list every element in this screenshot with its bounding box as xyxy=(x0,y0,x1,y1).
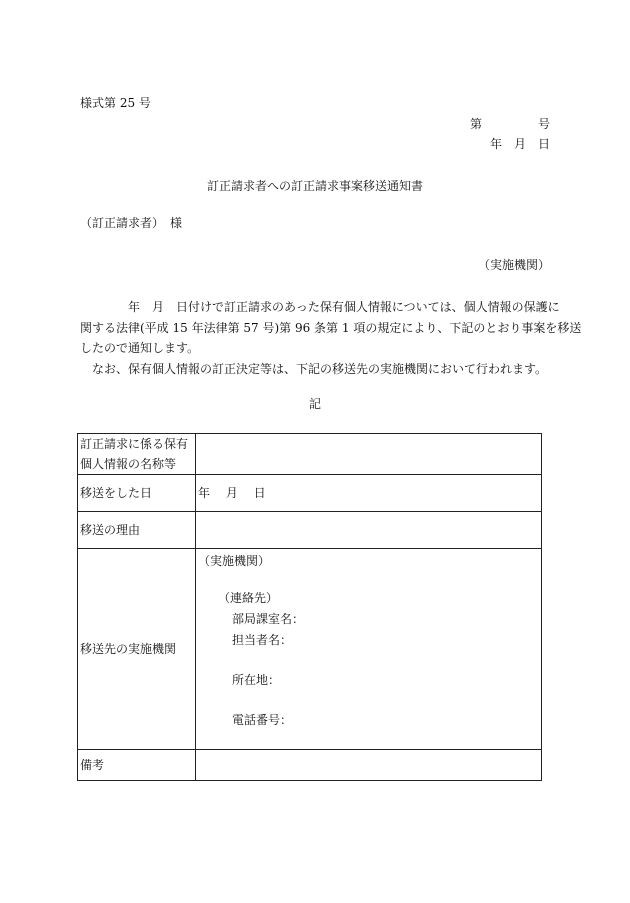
document-title: 訂正請求者への訂正請求事案移送通知書 xyxy=(206,179,423,193)
contact-heading: （連絡先） xyxy=(218,591,279,605)
transfer-date-value[interactable]: 年 月 日 xyxy=(196,475,542,512)
sender-agency: （実施機関） xyxy=(477,258,550,272)
remarks-value[interactable] xyxy=(196,750,542,781)
destination-agency-name: （実施機関） xyxy=(198,554,271,568)
remarks-label: 備考 xyxy=(78,750,196,781)
notice-body xyxy=(80,297,582,379)
person-in-charge-label: 担当者名： xyxy=(232,633,293,647)
personal-info-name-label-line-2: 個人情報の名称等 xyxy=(80,457,177,471)
table-row xyxy=(78,512,542,549)
destination-agency-value[interactable] xyxy=(196,549,542,750)
form-number: 様式第 25 号 xyxy=(80,96,151,110)
table-row xyxy=(78,549,542,750)
document-date: 年 月 日 xyxy=(489,137,550,151)
transfer-reason-value[interactable] xyxy=(196,512,542,549)
body-line-3: したので通知します。 xyxy=(80,341,200,355)
personal-info-name-label-line-1: 訂正請求に係る保有 xyxy=(80,437,189,451)
body-line-2: 関する法律(平成 15 年法律第 57 号)第 96 条第 1 項の規定により、下記のとおり事案を移送 xyxy=(80,320,582,335)
transfer-date-label: 移送をした日 xyxy=(78,475,196,512)
personal-info-name-value[interactable] xyxy=(196,434,542,475)
department-label: 部局課室名： xyxy=(232,612,305,626)
document-number-suffix: 号 xyxy=(537,117,550,131)
transfer-record-table xyxy=(77,433,542,781)
body-line-1: 年 月 日付けで訂正請求のあった保有個人情報については、個人情報の保護に xyxy=(128,300,560,314)
destination-agency-label: 移送先の実施機関 xyxy=(78,549,196,750)
table-row xyxy=(78,750,542,781)
address-label: 所在地： xyxy=(232,673,281,687)
document-number-prefix: 第 xyxy=(470,117,483,131)
table-row xyxy=(78,475,542,512)
table-row xyxy=(78,434,542,475)
recipient-line: （訂正請求者） 様 xyxy=(80,216,183,230)
ki-heading: 記 xyxy=(308,397,321,411)
personal-info-name-label xyxy=(78,434,196,475)
body-line-4: なお、保有個人情報の訂正決定等は、下記の移送先の実施機関において行われます。 xyxy=(92,361,548,376)
transfer-reason-label: 移送の理由 xyxy=(78,512,196,549)
phone-number-label: 電話番号： xyxy=(232,713,293,727)
